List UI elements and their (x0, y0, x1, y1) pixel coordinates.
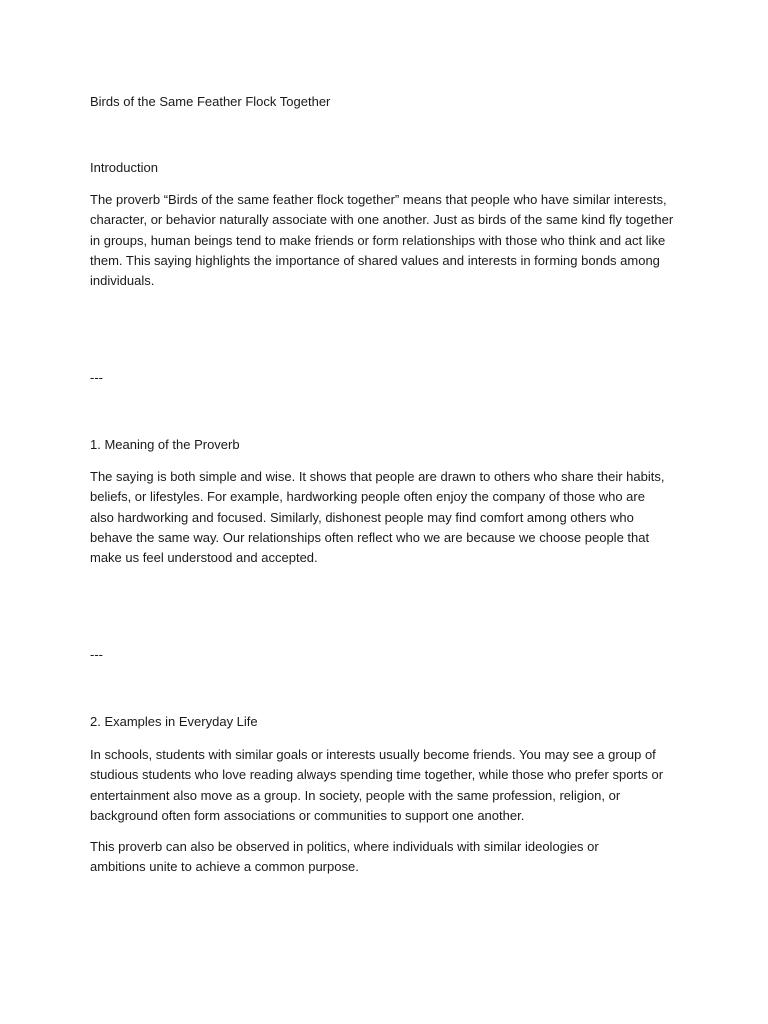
section-2-heading: 2. Examples in Everyday Life (90, 714, 258, 729)
document-title: Birds of the Same Feather Flock Together (90, 94, 331, 109)
section-2-paragraph-1: In schools, students with similar goals or interests usually become friends. You may see a group of studious students who love reading always spending time together, while those who prefer sports or entertainment also move as a group. In society, people with the same profession, religion, or background often form associations or communities to support one another. (90, 747, 664, 823)
intro-heading: Introduction (90, 160, 158, 175)
intro-paragraph: The proverb “Birds of the same feather flock together” means that people who have similar interests, character, or behavior naturally associate with one another. Just as birds of the same kind fly together in groups, human beings tend to make friends or form relationships with those who think and act like them. This saying highlights the importance of shared values and interests in forming bonds among individuals. (90, 192, 674, 289)
section-1-heading: 1. Meaning of the Proverb (90, 437, 240, 452)
section-2-paragraph-2: This proverb can also be observed in politics, where individuals with similar ideologies or ambitions unite to achieve a common purpose. (90, 839, 599, 875)
separator: --- (90, 647, 103, 662)
separator: --- (90, 370, 103, 385)
section-1-paragraph: The saying is both simple and wise. It shows that people are drawn to others who share their habits, beliefs, or lifestyles. For example, hardworking people often enjoy the company of those who are also hardworking and focused. Similarly, dishonest people may find comfort among others who behave the same way. Our relationships often reflect who we are because we choose people that make us feel understood and accepted. (90, 469, 665, 566)
